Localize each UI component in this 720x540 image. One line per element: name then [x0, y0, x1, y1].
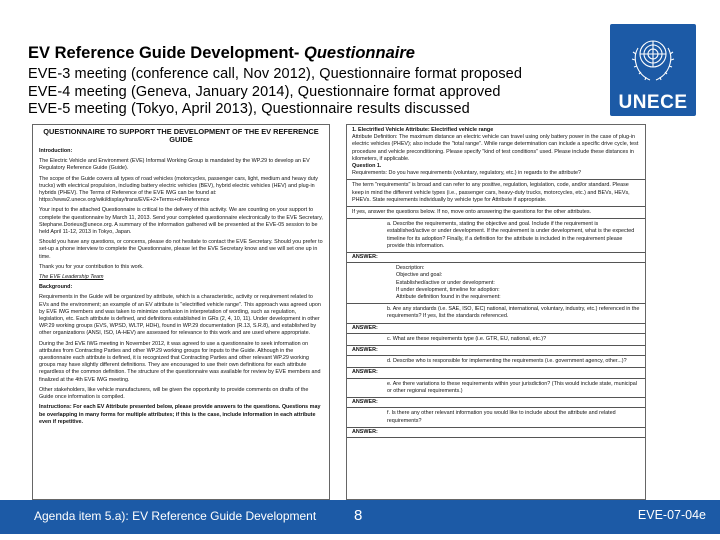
signature: The EVE Leadership Team: [39, 274, 104, 281]
question-e: e. Are there variations to these requirements within your jurisdiction? (This would include state, municipal or other regional requirements.): [347, 379, 645, 398]
requirement-item: Description:: [396, 265, 425, 272]
unece-logo: [610, 24, 696, 116]
document-id: EVE-07-04e: [637, 508, 706, 522]
background-paragraph: During the 3rd EVE IWG meeting in November 2012, it was agreed to use a questionnaire to seek information on attributes from Contracting Parties and other WP.29 working groups for inputs to the Guide. Although in the questionnaire each attribute is defined, it is recognized that Contracting Parties and other relevant WP.29 working groups may have slightly different definitions. They are encouraged to use their own definitions for each attribute regardless of the common definition. The structure of the questionnaire was available for review by EVE members and finalized at the 4th EVE IWG meeting.: [39, 340, 321, 383]
slide-title-main: EV Reference Guide Development-: [28, 44, 304, 62]
agenda-text: EV Reference Guide Development: [128, 509, 317, 523]
question-a: a. Describe the requirements, stating the objective and goal. Include if the requirement is established/active or under development. If the requirement is under development, what is the expected timeline for its adoption? Finally, if a definition for the attribute is included in the requirement please provide this information.: [347, 219, 645, 253]
slide-title-emphasis: Questionnaire: [304, 44, 415, 62]
question-c: c. What are these requirements type (i.e. GTR, EU, national, etc.)?: [347, 334, 645, 346]
answer-label: ANSWER:: [347, 368, 645, 378]
slide-title: [28, 44, 415, 63]
answer-label: ANSWER:: [347, 253, 645, 263]
background-paragraph: Other stakeholders, like vehicle manufacturers, will be given the opportunity to provide comments on drafts of the Guide once information is compiled.: [39, 386, 309, 401]
attribute-definition: Attribute Definition: The maximum distance an electric vehicle can travel using only battery power in the case of plug-in electric vehicles (PHEV); also include the "total range". While range determination can include a specific drive cycle, test procedure and vehicle preconditioning. Please specify "kind of test conditions" used. Please include these distances in kilometers, if applicable.: [352, 134, 639, 162]
meeting-list: [28, 66, 608, 119]
intro-paragraph: The scope of the Guide covers all types of road vehicles (motorcycles, passenger cars, light, medium and heavy duty trucks) with electrical propulsion, including battery electric vehicles (BEV), hybrid electric vehicles (HEV) and plug-in hybrids (PHEV). The Terms of Reference of the EVE IWG can be found at: https://www2.unece.org/wiki/display/trans/EVE+2+Terms+of+Reference: [39, 175, 318, 204]
requirements-note: The term "requirements" is broad and can refer to any positive, regulation, legislation, code, and/or standard. Please keep in mind the different vehicle types (i.e., passenger cars, heavy-duty trucks, motorcycles, etc.) and BEVs, HEVs, PHEVs. State requirements individually by vehicle type for Attribute if appropriate.: [347, 180, 645, 207]
requirement-item: Established/active or under development:: [396, 279, 495, 286]
intro-paragraph: The Electric Vehicle and Environment (EVE) Informal Working Group is mandated by the WP.29 to develop an EV Regulatory Reference Guide (Guide).: [39, 158, 310, 172]
requirements-question: Requirements: Do you have requirements (voluntary, regulatory, etc.) in regards to the attribute?: [352, 170, 582, 177]
attribute-title: 1. Electrified Vehicle Attribute: Electrified vehicle range: [352, 127, 494, 133]
background-paragraph: Requirements in the Guide will be organized by attribute, which is a characteristic, activity or requirement related to EVs and the environment; an example of an EV attribute is "electrified vehicle range". This approach was agreed upon by EVE IWG members and was taken to minimize confusion in interpretation of wording, such as regulation, legislation, etc. Each attribute is defined, and definitions established in GRs (2, 4, 10, 11). Under development in other WP.29 working groups (EVS, WPSD, WLTP, HDH), found in WP.29 documentation (R.13, S.R.8), and established by other organizations (ANSI, ISO, IA-HEV) are assessed for relevance to this work and are used where appropriate.: [39, 294, 321, 337]
questionnaire-page-left: [32, 124, 330, 500]
meeting-item: EVE-5 meeting (Tokyo, April 2013), Questionnaire results discussed: [28, 101, 470, 117]
meeting-item: EVE-4 meeting (Geneva, January 2014), Questionnaire format approved: [28, 83, 501, 100]
logo-text: UNECE: [618, 92, 688, 113]
instruction-note: If yes, answer the questions below. If no, move onto answering the questions for the other attributes.: [347, 207, 645, 219]
attribute-block: [347, 125, 645, 180]
requirement-item: If under development, timeline for adoption:: [396, 286, 500, 293]
agenda-label: Agenda item 5.a):: [34, 509, 129, 523]
answer-label: ANSWER:: [347, 398, 645, 408]
agenda-item: [34, 509, 316, 523]
intro-heading: Introduction:: [39, 148, 73, 154]
question-f: f. Is there any other relevant information you would like to include about the attribute and related requirements?: [347, 408, 645, 427]
requirement-item: Attribute definition found in the requirement:: [396, 294, 501, 301]
answer-label: ANSWER:: [347, 324, 645, 334]
footer-bar: [0, 500, 720, 534]
requirements-list: [347, 263, 645, 304]
question-d: d. Describe who is responsible for implementing the requirements (i.e. government agency, other...)?: [347, 356, 645, 368]
answer-label: ANSWER:: [347, 346, 645, 356]
meeting-item: EVE-3 meeting (conference call, Nov 2012), Questionnaire format proposed: [28, 66, 523, 82]
question-number: Question 1.: [352, 163, 382, 170]
requirement-item: Objective and goal:: [396, 272, 443, 279]
questionnaire-title: QUESTIONNAIRE TO SUPPORT THE DEVELOPMENT OF THE EV REFERENCE GUIDE: [43, 127, 319, 144]
questionnaire-page-right: [346, 124, 646, 500]
intro-paragraph: Your input to the attached Questionnaire is critical to the delivery of this activity. We are counting on your support to complete the questionnaire by March 11, 2013. Send your completed questionnaire electronically to the EVE Secretary, Stephane.Dorieux@unece.org. A summary of the information gathered will be presented at the EVE-05 session to be held April 11-12, 2013 in Tokyo, Japan.: [39, 207, 323, 236]
instructions-paragraph: Instructions: For each EV Attribute presented below, please provide answers to the questions. Questions may be overlapping in many forms for multiple attributes; if this is the case, include information in each attribute even if repetitive.: [39, 404, 321, 425]
intro-paragraph: Should you have any questions, or concerns, please do not hesitate to contact the EVE Secretary. Should you prefer to set-up a phone interview to complete the Questionnaire, please let the EVE Secretary know and we will set one up in time.: [39, 239, 323, 260]
intro-paragraph: Thank you for your contribution to this work.: [39, 263, 144, 270]
un-emblem-icon: [630, 28, 676, 88]
page-number: 8: [354, 507, 363, 524]
background-heading: Background:: [39, 284, 73, 291]
answer-label: ANSWER:: [347, 428, 645, 438]
question-b: b. Are any standards (i.e. SAE, ISO, IEC) national, international, voluntary, industry, etc.) referenced in the requirements? If yes, list the standards referenced.: [347, 304, 645, 323]
